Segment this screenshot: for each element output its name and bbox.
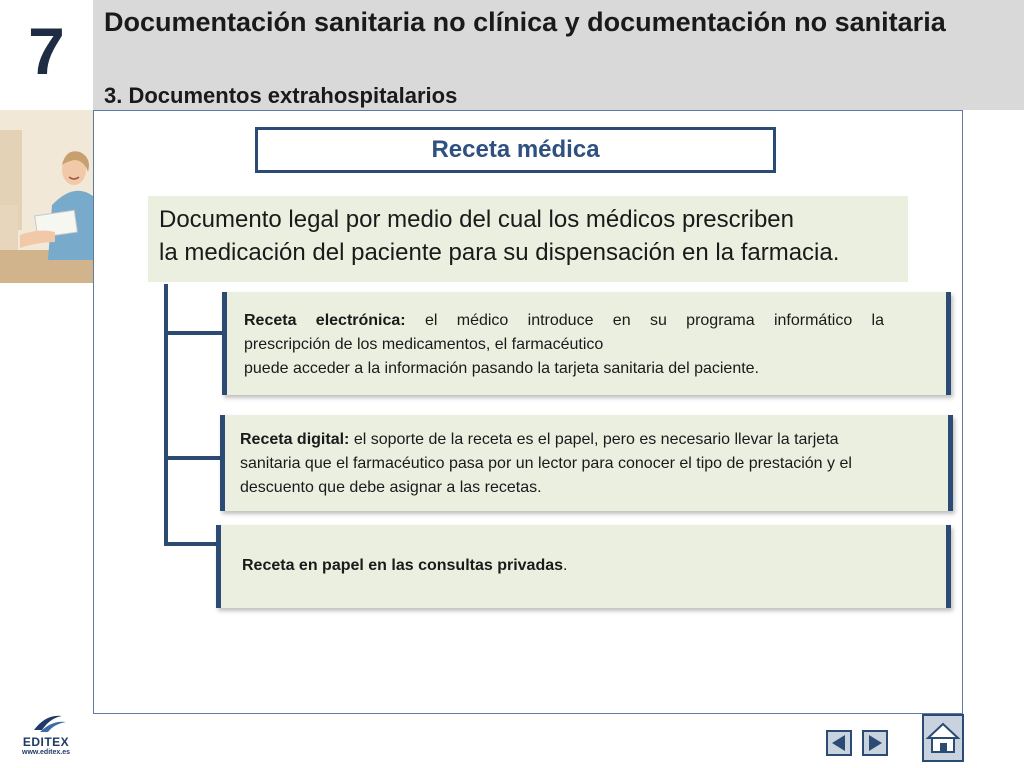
slide-subtitle: 3. Documentos extrahospitalarios <box>104 83 458 108</box>
definition-box <box>148 196 908 282</box>
definition-line-2: la medicación del paciente para su dispensación en la farmacia. <box>159 239 840 266</box>
next-slide-button[interactable] <box>862 730 888 756</box>
item-card-electronic-line-2: prescripción de los medicamentos, el farmacéutico <box>244 336 604 353</box>
tree-connector-vertical <box>164 284 168 546</box>
item-text: el soporte de la receta es el papel, pero es necesario llevar la tarjeta <box>353 431 839 448</box>
chapter-number: 7 <box>28 14 65 88</box>
item-card-paper <box>216 525 951 608</box>
nurse-illustration <box>0 110 93 283</box>
item-card-digital-line-3: descuento que debe asignar a las recetas. <box>240 479 542 496</box>
chapter-number-box <box>0 0 93 110</box>
right-arrow-icon <box>864 732 886 754</box>
item-card-electronic-line-3: puede acceder a la información pasando la tarjeta sanitaria del paciente. <box>244 360 759 377</box>
item-term: Receta electrónica: <box>244 312 406 329</box>
item-card-electronic <box>222 292 951 395</box>
item-text: . <box>563 557 568 574</box>
home-icon <box>924 716 962 760</box>
slide-title: Documentación sanitaria no clínica y documentación no sanitaria <box>104 7 946 37</box>
logo-text: EDITEX <box>22 735 70 749</box>
nurse-photo <box>0 110 93 283</box>
item-card-digital <box>220 415 953 511</box>
tree-connector-branch-3 <box>164 542 218 546</box>
item-card-digital-line-1 <box>240 428 950 452</box>
tree-connector-branch-2 <box>164 456 222 460</box>
home-button[interactable] <box>922 714 964 762</box>
item-text: el médico introduce en su programa informático la <box>424 312 885 329</box>
left-arrow-icon <box>828 732 850 754</box>
tree-connector-branch-1 <box>164 331 224 335</box>
editex-logo-icon <box>18 710 78 736</box>
item-card-electronic-line-1 <box>244 309 884 333</box>
previous-slide-button[interactable] <box>826 730 852 756</box>
section-heading: Receta médica <box>255 127 776 173</box>
logo-url: www.editex.es <box>22 749 70 756</box>
item-card-paper-line-1 <box>242 554 932 578</box>
item-term: Receta digital: <box>240 431 350 448</box>
definition-line-1: Documento legal por medio del cual los médicos prescriben <box>159 206 794 233</box>
item-card-digital-line-2: sanitaria que el farmacéutico pasa por un lector para conocer el tipo de prestación y el <box>240 455 852 472</box>
item-term: Receta en papel en las consultas privadas <box>242 557 564 574</box>
